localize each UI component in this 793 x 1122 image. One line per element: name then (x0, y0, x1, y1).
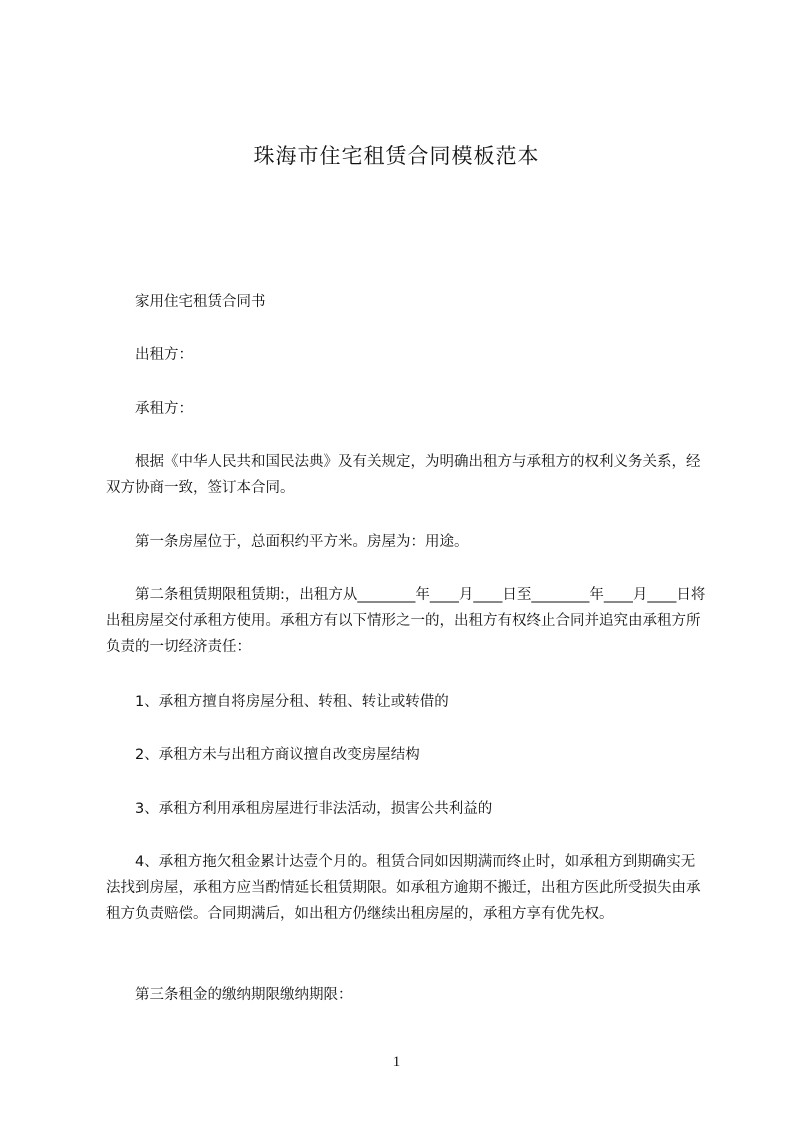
paragraph-contract-heading: 家用住宅租赁合同书 (135, 294, 266, 310)
paragraph-lessor: 出租方： (135, 347, 193, 363)
paragraph-article-3: 第三条租金的缴纳期限缴纳期限： (135, 987, 353, 1003)
paragraph-item-2: 2、承租方未与出租方商议擅自改变房屋结构 (135, 747, 420, 763)
paragraph-article-2: 第二条租赁期限租赁期:，出租方从________年____月____日至________年____月____日将出租房屋交付承租方使用。承租方有以下情形之一的，出租方有权终止合同并追究由承租方所负责的一切经济责任： (106, 587, 706, 655)
document-title: 珠海市住宅租赁合同模板范本 (253, 144, 540, 168)
paragraph-item-3: 3、承租方利用承租房屋进行非法活动，损害公共利益的 (135, 801, 493, 817)
paragraph-item-4: 4、承租方拖欠租金累计达壹个月的。租赁合同如因期满而终止时，如承租方到期确实无法找到房屋，承租方应当酌情延长租赁期限。如承租方逾期不搬迁，出租方医此所受损失由承租方负责赔偿。合同期满后，如出租方仍继续出租房屋的，承租方享有优先权。 (106, 854, 701, 922)
paragraph-lessee: 承租方： (135, 401, 193, 417)
paragraph-article-1: 第一条房屋位于，总面积约平方米。房屋为：用途。 (135, 534, 469, 550)
paragraph-preamble: 根据《中华人民共和国民法典》及有关规定，为明确出租方与承租方的权利义务关系，经双方协商一致，签订本合同。 (106, 454, 701, 496)
page-number: 1 (392, 1054, 401, 1070)
paragraph-item-1: 1、承租方擅自将房屋分租、转租、转让或转借的 (135, 694, 449, 710)
